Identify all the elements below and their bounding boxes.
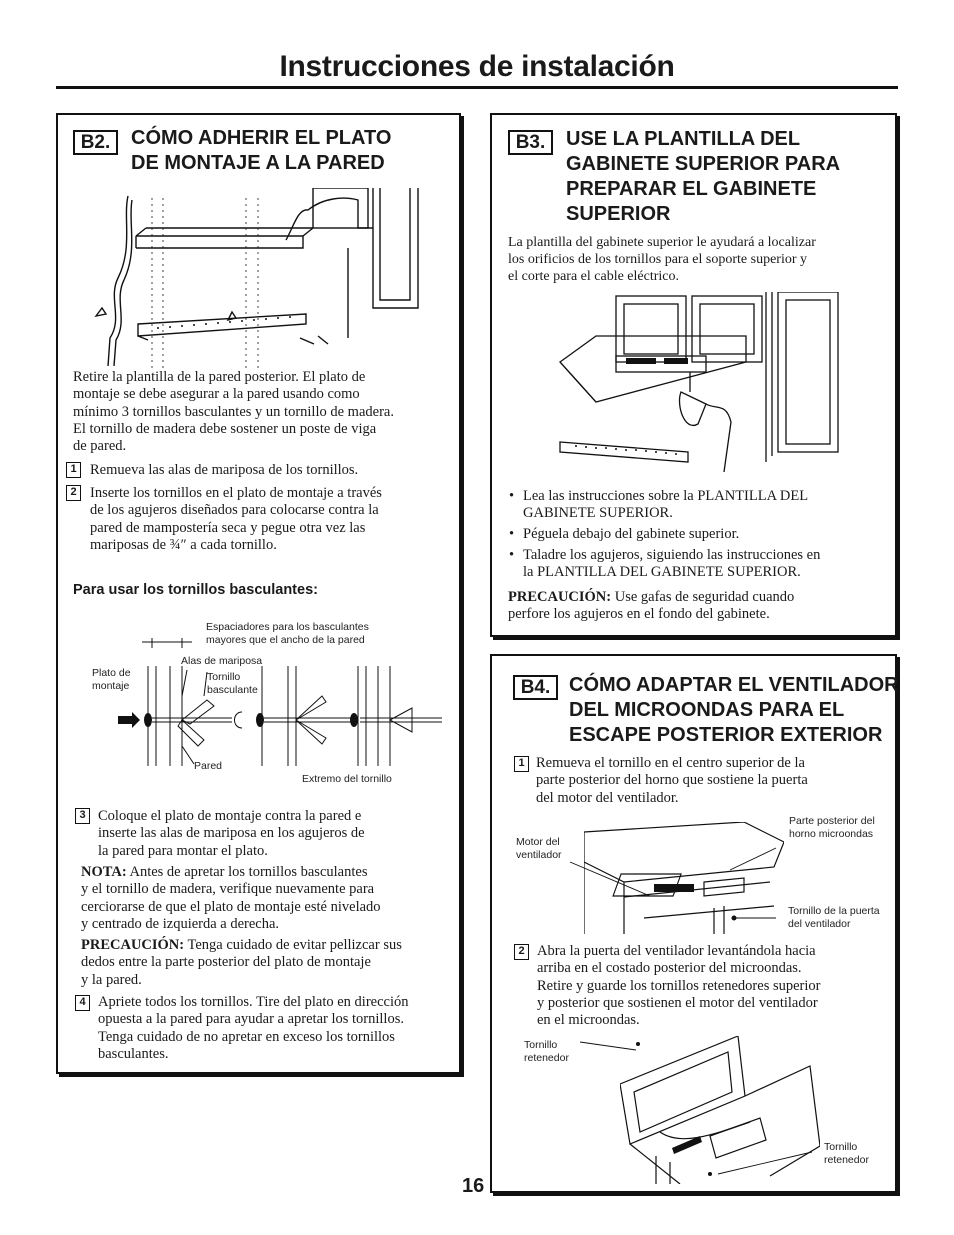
bolt-end-label: Extremo del tornillo: [302, 773, 392, 785]
retaining-screw-label-top: Tornillo retenedor: [524, 1039, 569, 1064]
b2-step1-text: Remueva las alas de mariposa de los tornillos.: [90, 462, 359, 478]
b2-step3-number: 3: [75, 808, 90, 824]
section-b4-tag: B4.: [513, 675, 558, 700]
b3-bullet-1: • Lea las instrucciones sobre la PLANTILLA DEL GABINETE SUPERIOR.: [523, 488, 808, 522]
b4-step1-number: 1: [514, 756, 529, 772]
b2-step2-text: Inserte los tornillos en el plato de montaje a través de los agujeros diseñados para colocarse contra la pared de mampostería seca y pegue otra vez las mariposas de ¾″ a cada tornillo.: [90, 485, 382, 553]
wall-label: Pared: [194, 760, 223, 772]
callout-lines-2: [578, 1036, 818, 1186]
b2-step2-number: 2: [66, 485, 81, 501]
section-b2-tag: B2.: [73, 130, 118, 155]
section-b3-tag: B3.: [508, 130, 553, 155]
fan-motor-label: Motor del ventilador: [516, 836, 562, 861]
b2-intro: Retire la plantilla de la pared posterior. El plato de montaje se debe asegurar a la pared usando como mínimo 3 tornillos basculantes y un tornillo de madera. El tornillo de madera debe sostener un poste de viga de pared.: [73, 369, 394, 455]
fan-door-screw-label: Tornillo de la puerta del ventilador: [788, 905, 880, 930]
b3-bullet-2: • Péguela debajo del gabinete superior.: [523, 526, 739, 543]
b3-caution: PRECAUCIÓN: Use gafas de seguridad cuando perfore los agujeros en el fondo del gabinete.: [508, 589, 795, 623]
b2-step4-number: 4: [75, 995, 90, 1011]
b4-step2-text: Abra la puerta del ventilador levantándola hacia arriba en el costado posterior del microondas. Retire y guarde los tornillos retenedores superior y posterior que sostienen el motor del ventilador en el microondas.: [537, 943, 821, 1029]
b4-step2-number: 2: [514, 944, 529, 960]
retaining-screw-label-bottom: Tornillo retenedor: [824, 1141, 869, 1166]
b3-bullet-3: • Taladre los agujeros, siguiendo las instrucciones en la PLANTILLA DEL GABINETE SUPERIOR.: [523, 547, 820, 581]
b2-step3-text: Coloque el plato de montaje contra la pared e inserte las alas de mariposa en los agujeros de la pared para montar el plato.: [98, 808, 365, 859]
b2-step4-text: Apriete todos los tornillos. Tire del plato en dirección opuesta a la pared para ayudar a apretar los tornillos. Tenga cuidado de no apretar en exceso los tornillos basculantes.: [98, 994, 409, 1062]
toggle-bolt-diagram: [112, 636, 452, 766]
wings-label: Alas de mariposa: [181, 655, 263, 667]
spacers-label: Espaciadores para los basculantes mayores que el ancho de la pared: [206, 621, 369, 646]
oven-back-label: Parte posterior del horno microondas: [789, 815, 875, 840]
b4-step1-text: Remueva el tornillo en el centro superior de la parte posterior del horno que sostiene la puerta del motor del ventilador.: [536, 755, 808, 806]
cabinet-template-illustration: [556, 292, 846, 477]
mounting-plate-illustration: [88, 188, 428, 368]
b3-intro: La plantilla del gabinete superior le ayudará a localizar los orificios de los tornillos para el soporte superior y el corte para el cable eléctrico.: [508, 235, 816, 284]
toggle-bolt-label: Tornillo basculante: [207, 671, 258, 696]
title-divider: [56, 86, 898, 89]
toggle-bolts-subheading: Para usar los tornillos basculantes:: [73, 582, 318, 598]
section-b3-heading: USE LA PLANTILLA DEL GABINETE SUPERIOR PARA PREPARAR EL GABINETE SUPERIOR: [566, 128, 841, 225]
b2-step1-number: 1: [66, 462, 81, 478]
b2-note: NOTA: Antes de apretar los tornillos basculantes y el tornillo de madera, verifique nuevamente para cerciorarse de que el plato de montaje esté nivelado y centrado de izquierda a derecha.: [81, 864, 381, 932]
section-b4-heading: CÓMO ADAPTAR EL VENTILADOR DEL MICROONDAS PARA EL ESCAPE POSTERIOR EXTERIOR: [569, 674, 899, 746]
page-number: 16: [462, 1175, 485, 1197]
section-b2-heading: CÓMO ADHERIR EL PLATO DE MONTAJE A LA PARED: [131, 127, 392, 174]
b2-caution: PRECAUCIÓN: Tenga cuidado de evitar pellizcar sus dedos entre la parte posterior del plato de montaje y la pared.: [81, 937, 402, 988]
page-title: Instrucciones de instalación: [279, 50, 675, 83]
callout-lines-1: [540, 840, 780, 940]
plate-label: Plato de montaje: [92, 667, 131, 692]
